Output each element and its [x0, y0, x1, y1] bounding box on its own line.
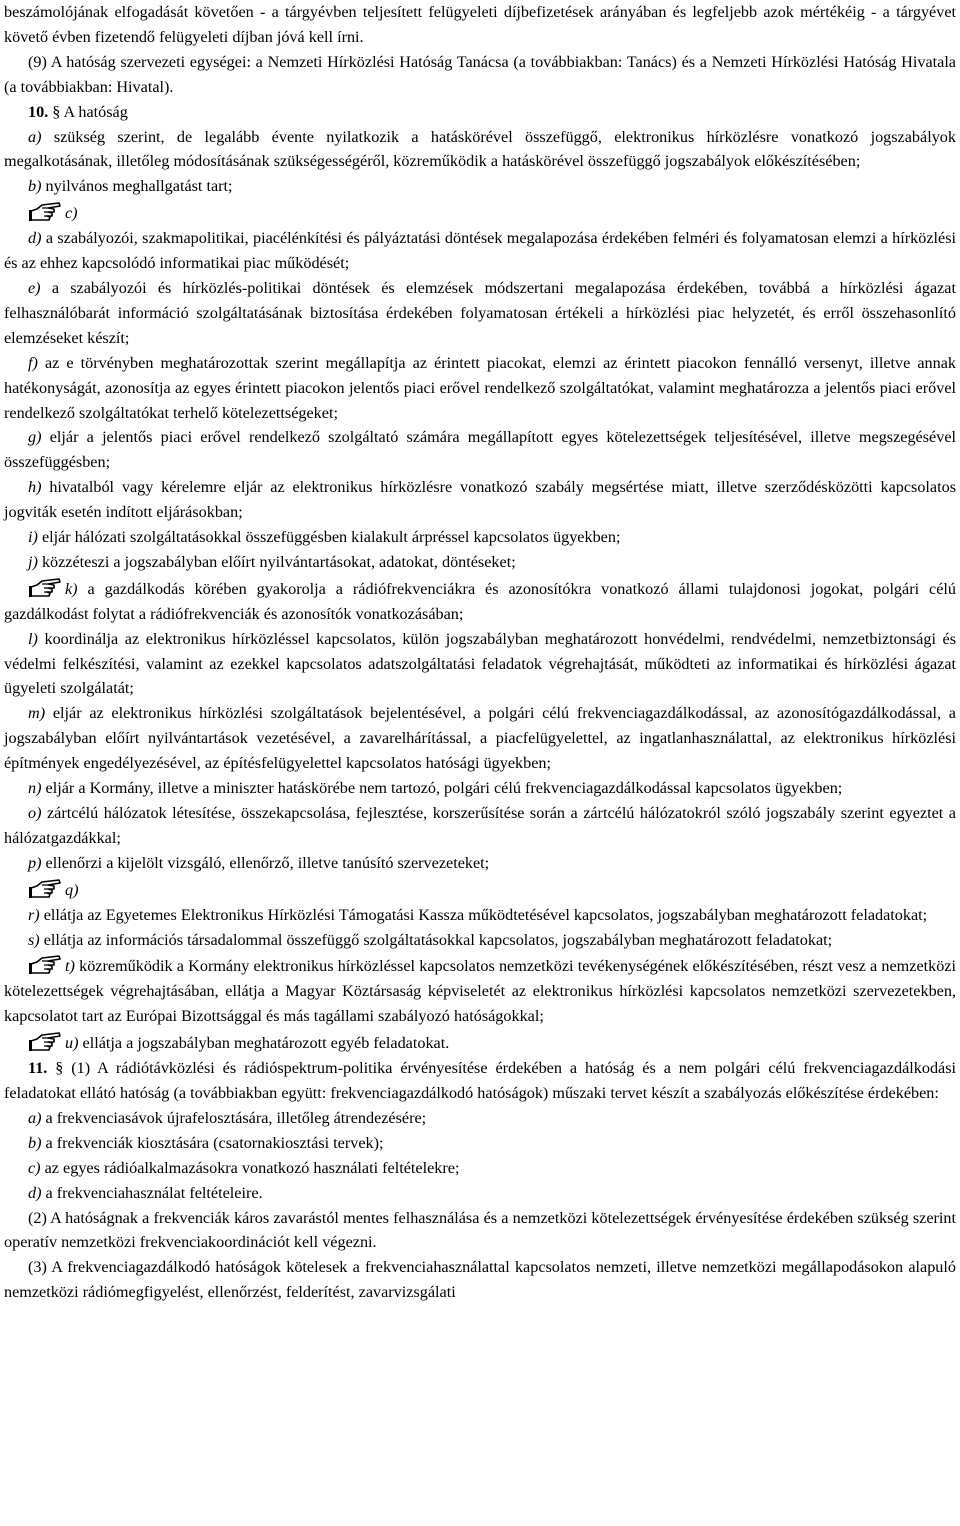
item-text: ellátja az információs társadalommal összefüggő szolgáltatásokkal kapcsolatos, jogszabályban meghatározott feladatokat;: [43, 930, 833, 949]
list-item: [4, 701, 956, 776]
item-text: zártcélú hálózatok létesítése, összekapcsolása, fejlesztése, korszerűsítése során a zártcélú hálózatokról szóló jogszabály szerint egyeztet a hálózatgazdákkal;: [4, 804, 956, 847]
item-text: a gazdálkodás körében gyakorolja a rádiófrekvenciákra és azonosítókra vonatkozó állami tulajdonosi jogokat, polgári célú gazdálkodást folytat a rádiófrekvenciák és azonosítók vonatkozásában;: [4, 579, 956, 623]
item-text: az e törvényben meghatározottak szerint megállapítja az érintett piacokat, elemzi az érintett piacokon fennálló versenyt, illetve annak hatékonyságát, azonosítja az egyes érintett piacokon jelentős piaci erővel rendelkező szolgáltatókat, valamint meghatározza a jelentős piaci erővel rendelkező szolgáltatókat terhelő kötelezettségeket;: [4, 353, 957, 422]
section-10-points: [4, 125, 956, 1057]
list-item: [4, 199, 956, 226]
item-letter: t): [65, 957, 75, 976]
pointing-hand-icon: [28, 1029, 62, 1053]
item-letter: b): [28, 177, 42, 196]
pointing-hand-icon: [28, 575, 62, 599]
list-item: [4, 851, 956, 876]
item-letter: k): [65, 579, 78, 598]
list-item: [4, 1106, 956, 1131]
list-item: [4, 627, 956, 702]
item-text: a frekvenciák kiosztására (csatornakiosztási tervek);: [45, 1133, 384, 1152]
section-title: A hatóság: [63, 102, 128, 121]
item-text: eljár a jelentős piaci erővel rendelkező szolgáltató számára megállapított egyes kötelezettségek teljesítésével, illetve megszegésével összefüggésben;: [4, 428, 957, 472]
list-item: [4, 475, 956, 525]
item-text: közzéteszi a jogszabályban előírt nyilvántartásokat, adatokat, döntéseket;: [41, 552, 516, 571]
list-item: [4, 125, 956, 175]
pointing-hand-icon: [28, 876, 62, 900]
item-text: koordinálja az elektronikus hírközléssel kapcsolatos, külön jogszabályban meghatározott honvédelmi, rendvédelmi, nemzetbiztonsági és védelmi felkészítési, valamint az ezekkel kapcsolatos adatszolgáltatási feladatok végrehajtását, működteti az informatikai és hírközlési ágazat ügyeleti szolgálatát;: [4, 629, 956, 698]
list-item: [4, 226, 956, 276]
section-sign: §: [55, 1059, 64, 1078]
item-letter: l): [28, 629, 38, 648]
item-letter: c): [28, 1158, 41, 1177]
list-item: [4, 550, 956, 575]
item-text: a frekvenciahasználat feltételeire.: [45, 1183, 263, 1202]
list-item: [4, 876, 956, 903]
item-letter: s): [28, 930, 40, 949]
pointing-hand-icon: [28, 952, 62, 976]
item-text: nyilvános meghallgatást tart;: [45, 177, 233, 196]
item-letter: g): [28, 428, 42, 447]
item-text: hivatalból vagy kérelemre eljár az elektronikus hírközlésre vonatkozó szabály megsértése miatt, illetve szerződésközötti kapcsolatos jogviták esetén indított eljárásokban;: [4, 478, 956, 522]
list-item: [4, 1156, 956, 1181]
paragraph-continuation: beszámolójának elfogadását követően - a tárgyévben teljesített felügyeleti díjbefizetések arányában és legfeljebb azok mértékéig - a tárgyévet követő évben fizetendő felügyeleti díjban jóvá kell írni.: [4, 3, 956, 46]
paragraph-3: (3) A frekvenciagazdálkodó hatóságok kötelesek a frekvenciahasználattal kapcsolatos nemzeti, illetve nemzetközi megállapodásokon alapuló nemzetközi rádiómegfigyelést, ellenőrzést, felderítést, zavarvizsgálati: [4, 1258, 956, 1302]
item-text: az egyes rádióalkalmazásokra vonatkozó használati feltételekre;: [44, 1158, 460, 1177]
section-10-heading: [4, 100, 956, 125]
pointing-hand-icon: [28, 199, 62, 223]
item-text: eljár a Kormány, illetve a miniszter hatáskörébe nem tartozó, polgári célú frekvenciagazdálkodással kapcsolatos ügyekben;: [45, 779, 843, 798]
item-letter: a): [28, 127, 42, 146]
item-letter: f): [28, 353, 38, 372]
list-item: [4, 1181, 956, 1206]
item-letter: q): [65, 880, 79, 899]
section-11-heading: [4, 1056, 956, 1106]
item-letter: m): [28, 704, 46, 723]
paragraph-2: (2) A hatóságnak a frekvenciák káros zavarástól mentes felhasználása és a nemzetközi kötelezettségek érvényesítése érdekében szükség szerint operatív nemzetközi frekvenciakoordinációt kell végezni.: [4, 1208, 956, 1252]
list-item: [4, 903, 956, 928]
item-text: szükség szerint, de legalább évente nyilatkozik a hatáskörével összefüggő, elektronikus hírközlésre vonatkozó jogszabályok megalkotásának, illetőleg módosításának szükségességéről, közreműködik a hatáskörével összefüggő jogszabályok előkészítésében;: [4, 127, 956, 171]
list-item: [4, 1029, 956, 1056]
list-item: [4, 1131, 956, 1156]
section-number: 10.: [28, 102, 49, 121]
list-item: [4, 276, 956, 351]
item-letter: h): [28, 478, 42, 497]
item-letter: d): [28, 1183, 42, 1202]
item-letter: d): [28, 229, 42, 248]
paragraph-9: (9) A hatóság szervezeti egységei: a Nemzeti Hírközlési Hatóság Tanácsa (a továbbiakban: Tanács) és a Nemzeti Hírközlési Hatóság Hivatala (a továbbiakban: Hivatal).: [4, 52, 956, 96]
item-letter: p): [28, 853, 42, 872]
list-item: [4, 801, 956, 851]
item-letter: o): [28, 804, 42, 822]
list-item: [4, 425, 956, 475]
list-item: [4, 525, 956, 550]
item-text: eljár az elektronikus hírközlési szolgáltatások bejelentésével, a polgári célú frekvenciagazdálkodással, az azonosítógazdálkodással, a jogszabályban előírt nyilvántartások vezetésével, a zavarelhárítással, a piacfelügyelettel, az ingatlanhasználattal, az elektronikus hírközlési építmények engedélyezésével, az építésfelügyelettel kapcsolatos hatósági ügyekben;: [4, 704, 956, 773]
item-letter: j): [28, 552, 38, 571]
section-sign: §: [52, 102, 61, 121]
item-text: közreműködik a Kormány elektronikus hírközléssel kapcsolatos nemzetközi tevékenységének előkészítésében, részt vesz a nemzetközi kötelezettségek végrehajtásában, ellátja a Magyar Köztársaság képviseletét az elektronikus hírközlési kapcsolatos nemzetközi szervezetekben, kapcsolatot tart az Európai Bizottsággal és más tagállami szabályozó hatóságokkal;: [4, 957, 957, 1026]
item-text: a szabályozói, szakmapolitikai, piacélénkítési és pályáztatási döntések megalapozása érdekében felméri és folyamatosan elemzi a hírközlési és az ehhez kapcsolódó informatikai piac működését;: [4, 229, 957, 273]
item-text: ellenőrzi a kijelölt vizsgáló, ellenőrző, illetve tanúsító szervezeteket;: [45, 853, 490, 872]
item-letter: c): [65, 204, 78, 223]
item-text: ellátja a jogszabályban meghatározott egyéb feladatokat.: [82, 1034, 450, 1053]
list-item: [4, 351, 956, 426]
item-letter: b): [28, 1133, 42, 1152]
section-intro: (1) A rádiótávközlési és rádióspektrum-politika érvényesítése érdekében a hatóság és a nem polgári célú frekvenciagazdálkodási feladatokat ellátó hatóság (a továbbiakban együtt: frekvenciagazdálkodó hatóságok) műszaki tervet készít a szabályozás előkészítése érdekében:: [4, 1059, 957, 1102]
item-letter: n): [28, 779, 42, 798]
item-text: a frekvenciasávok újrafelosztására, illetőleg átrendezésére;: [45, 1108, 427, 1127]
list-item: [4, 928, 956, 953]
item-letter: e): [28, 278, 41, 297]
item-text: a szabályozói és hírközlés-politikai döntések és elemzések módszertani megalapozása érdekében, továbbá a hírközlési ágazat felhasználóbarát információ szolgáltatásának biztosítása érdekében folyamatosan értékeli a hírközlési piac helyzetét, és erről összehasonlító elemzéseket készít;: [4, 278, 956, 347]
list-item: [4, 575, 956, 627]
list-item: [4, 952, 956, 1029]
list-item: [4, 174, 956, 199]
item-letter: a): [28, 1108, 42, 1127]
item-text: eljár hálózati szolgáltatásokkal összefüggésben kialakult árpréssel kapcsolatos ügyekben;: [41, 528, 621, 547]
section-11-points: [4, 1106, 956, 1206]
item-letter: r): [28, 905, 40, 924]
section-number: 11.: [28, 1059, 48, 1078]
item-text: ellátja az Egyetemes Elektronikus Hírközlési Támogatási Kassza működtetésével kapcsolatos, jogszabályban meghatározott feladatokat;: [43, 905, 928, 924]
list-item: [4, 776, 956, 801]
item-letter: u): [65, 1034, 79, 1053]
item-letter: i): [28, 528, 38, 547]
